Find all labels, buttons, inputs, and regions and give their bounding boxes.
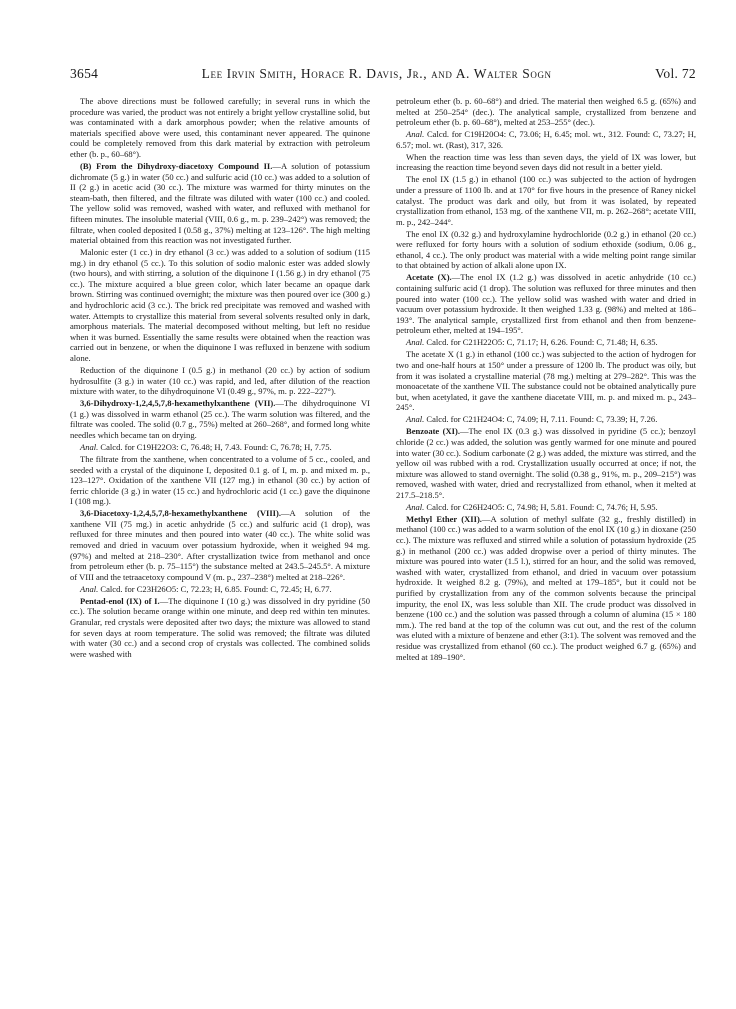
paragraph [70, 398, 370, 440]
anal-label: Anal. [406, 129, 425, 140]
analysis-text: Calcd. for C26H24O5: C, 74.98; H, 5.81. Found: C, 74.76; H, 5.95. [426, 501, 658, 512]
anal-label: Anal. [406, 337, 425, 348]
section-heading: (B) From the Dihydroxy-diacetoxy Compound II. [80, 160, 273, 171]
anal-label: Anal. [406, 501, 425, 512]
right-column [396, 96, 696, 664]
paragraph [396, 426, 696, 500]
section-heading: 3,6-Diacetoxy-1,2,4,5,7,8-hexamethylxanthene (VIII). [80, 508, 281, 519]
analysis-line [396, 502, 696, 513]
paragraph-text: —The enol IX (0.3 g.) was dissolved in pyridine (5 cc.); benzoyl chloride (2 cc.) was added, the solution was gently warmed for one minute and poured into water (30 cc.). Sodium carbonate (2 g.) was added, the mixture was stirred, and the yellow oil was rubbed with a rod. Crystallization usually occurred at once; if not, the mixture was allowed to stand overnight. The solid (0.38 g., 91%, m. p., 209–215°) was removed, washed with water, dried and recrystallized from ethanol, when it melted at 217.5–218.5°. [396, 426, 696, 500]
paragraph [70, 596, 370, 660]
analysis-line [70, 442, 370, 453]
section-heading: Pentad-enol (IX) of I. [80, 595, 160, 606]
page-number: 3654 [70, 66, 99, 81]
paragraph [70, 161, 370, 246]
paragraph [396, 514, 696, 662]
paragraph: When the reaction time was less than seven days, the yield of IX was lower, but increasing the reaction time beyond seven days did not result in a better yield. [396, 151, 696, 173]
left-column [70, 96, 370, 664]
analysis-line [396, 337, 696, 348]
section-heading: Benzoate (XI). [406, 426, 460, 437]
paragraph-text: —A solution of the xanthene VII (75 mg.) in acetic anhydride (5 cc.) and sulfuric acid (1 drop), was refluxed for three minutes and then poured into water (40 cc.). The white solid was removed and dried in vacuum over potassium hydroxide, when it weighed 94 mg. (97%) and melted at 218–230°. After crystallization twice from methanol and once from petroleum ether (b. p. 75–115°) the substance melted at 243.5–245.5°. A mixture of VIII and the tetraacetoxy compound V (m. p., 237–238°) melted at 218–226°. [70, 508, 370, 582]
paragraph [396, 272, 696, 336]
anal-label: Anal. [406, 414, 425, 425]
paragraph-text: —A solution of methyl sulfate (32 g., freshly distilled) in methanol (100 cc.) was added to a warm solution of the enol IX (10 g.) in dioxane (250 cc.). The mixture was refluxed and stirred while a solution of potassium hydroxide (25 g.) in methanol (200 cc.) was added dropwise over a period of thirty minutes. The mixture was poured into water (1.5 l.), stirred for an hour, and the solid was removed, washed with water, crystallized from ethanol, and dried in vacuum over potassium hydroxide. It weighed 8.2 g. (79%), and melted at 179–185°, but it could not be purified by crystallization from any of the common solvents because the principal impurity, the enol IX, was less soluble than XII. The crude product was dissolved in benzene (100 cc.) and the solution was passed through a column of alumina (15 × 180 mm.). The red band at the top of the column was cut out, and the rest of the column was eluted with a mixture of benzene and ether (3:1). The solvent was removed and the residue was crystallized from ethanol (60 cc.). The product weighed 6.7 g. (65%) and melted at 189–190°. [396, 513, 696, 662]
paragraph: The enol IX (1.5 g.) in ethanol (100 cc.) was subjected to the action of hydrogen under a pressure of 1100 lb. and at 170° for five hours in the presence of Raney nickel catalyst. The product was dark and oily, but from it was isolated, by repeated crystallization from ethanol, 153 mg. of the xanthene VII, m. p. 262–268°; acetate VIII, m. p., 242–244°. [396, 174, 696, 227]
paragraph [70, 508, 370, 582]
analysis-line [396, 414, 696, 425]
analysis-line [70, 584, 370, 595]
analysis-text: Calcd. for C21H24O4: C, 74.09; H, 7.11. Found: C, 73.39; H, 7.26. [426, 414, 658, 425]
analysis-line [396, 129, 696, 150]
anal-label: Anal. [80, 583, 99, 594]
paragraph: The filtrate from the xanthene, when concentrated to a volume of 5 cc., cooled, and seeded with a crystal of the diquinone I, deposited 0.1 g. of I, m. p. and mixed m. p., 123–127°. Oxidation of the xanthene VII (127 mg.) in ethanol (30 cc.) by action of ferric chloride (3 g.) in water (15 cc.) and hydrochloric acid (1 cc.) gave the diquinone I (108 mg.). [70, 453, 370, 507]
volume-label: Vol. 72 [655, 66, 696, 81]
paragraph-text: —The diquinone I (10 g.) was dissolved in dry pyridine (50 cc.). The solution became orange within one minute, and deep red within ten minutes. Granular, red crystals were deposited after two days; the mixture was allowed to stand for seven days at room temperature. The solid was removed; the filtrate was diluted with water (30 cc.) and a second crop of crystals was collected. The combined solids were washed with [70, 595, 370, 659]
paragraph: Reduction of the diquinone I (0.5 g.) in methanol (20 cc.) by action of sodium hydrosulfite (3 g.) in water (10 cc.) was rapid, and led, after dilution of the reaction mixture with water, to the dihydroquinone VI (0.49 g., 97%, m. p. 222–227°). [70, 365, 370, 397]
two-column-body [70, 96, 696, 664]
paragraph: Malonic ester (1 cc.) in dry ethanol (3 cc.) was added to a solution of sodium (115 mg.) in dry ethanol (5 cc.). To this solution of sodio malonic ester was added slowly (two hours), and with stirring, a solution of the diquinone I (1.56 g.) in dry ethanol (75 cc.). The mixture acquired a blue green color, which later became an opaque dark brown. Stirring was continued overnight; the mixture was then poured over ice (300 g.) and hydrochloric acid (3 cc.). The brick red precipitate was removed and washed with water. Attempts to crystallize this material from several solvents resulted only in dark, amorphous materials. The material decomposed without melting, but left no residue when it was burned. Essentially the same results were obtained when the reaction was carried out in benzene, or when the diquinone I was refluxed in benzene with sodium alone. [70, 247, 370, 364]
analysis-text: Calcd. for C19H22O3: C, 76.48; H, 7.43. Found: C, 76.78; H, 7.75. [100, 441, 332, 452]
section-heading: Methyl Ether (XII). [406, 513, 482, 524]
analysis-text: Calcd. for C23H26O5: C, 72.23; H, 6.85. Found: C, 72.45; H, 6.77. [100, 583, 332, 594]
section-heading: Acetate (X). [406, 272, 452, 283]
analysis-text: Calcd. for C19H20O4: C, 73.06; H, 6.45; mol. wt., 312. Found: C, 73.27; H, 6.57; mol. wt. (Rast), 317, 326. [396, 129, 696, 150]
paragraph: The enol IX (0.32 g.) and hydroxylamine hydrochloride (0.2 g.) in ethanol (20 cc.) were refluxed for forty hours with a solution of sodium ethoxide (sodium, 0.06 g., ethanol, 4 cc.). The only product was material with a wide melting point range similar to that obtained by action of alkali alone upon IX. [396, 228, 696, 271]
paragraph: petroleum ether (b. p. 60–68°) and dried. The material then weighed 6.5 g. (65%) and melted at 250–254° (dec.). The analytical sample, crystallized from benzene and petroleum ether (b. p. 60–68°), melted at 253–255° (dec.). [396, 96, 696, 128]
anal-label: Anal. [80, 441, 99, 452]
paragraph: The acetate X (1 g.) in ethanol (100 cc.) was subjected to the action of hydrogen for two and one-half hours at 150° under a pressure of 1200 lb. The product was oily, but from it was isolated a crystalline material (78 mg.) melting at 279–282°. This was the monoacetate of the xanthene VII. The substance could not be obtained analytically pure but, when acetylated, it gave the xanthene diacetate VIII, m. p. and mixed m. p., 243–245°. [396, 349, 696, 413]
paragraph-text: —The dihydroquinone VI (1 g.) was dissolved in warm ethanol (25 cc.). The warm solution was filtered, and the filtrate was cooled. The solid (0.7 g., 75%) melted at 260–268°, and formed long white needles which became tan on drying. [70, 398, 370, 440]
paragraph: The above directions must be followed carefully; in several runs in which the procedure was varied, the product was not entirely a bright yellow crystalline solid, but was contaminated with a dark amorphous powder; when the relative amounts of materials specified above were used, this contaminant never appeared. The quinone could be completely removed from this dark material by extraction with petroleum ether (b. p., 60–68°). [70, 96, 370, 159]
section-heading: 3,6-Dihydroxy-1,2,4,5,7,8-hexamethylxanthene (VII). [80, 398, 276, 409]
paragraph-text: —The enol IX (1.2 g.) was dissolved in acetic anhydride (10 cc.) containing sulfuric acid (1 drop). The solution was refluxed for three minutes and then poured into water (100 cc.). The yellow solid was washed with water and dried in vacuum over potassium hydroxide. It then weighed 1.33 g. (98%) and melted at 186–193°. The analytical sample, crystallized first from ethanol and then from benzene-petroleum ether, melted at 194–195°. [396, 272, 696, 336]
paragraph-text: —A solution of potassium dichromate (5 g.) in water (50 cc.) and sulfuric acid (10 cc.) was added to a solution of II (2 g.) in acetic acid (30 cc.). The mixture was warmed for thirty minutes on the steam-bath, then filtered, and the filtrate was diluted with water (100 cc.) and cooled. The yellow solid was removed, washed with water, and refluxed with methanol for fifteen minutes. The insoluble material (VIII, 0.6 g., m. p. 239–242°) was removed; the filtrate, when cooled deposited I (0.58 g., 37%) melting at 123–126°. The high melting material obtained from this reaction was not investigated further. [70, 160, 371, 246]
author-line: Lee Irvin Smith, Horace R. Davis, Jr., and A. Walter Sogn [201, 66, 552, 81]
analysis-text: Calcd. for C21H22O5: C, 71.17; H, 6.26. Found: C, 71.48; H, 6.35. [426, 337, 658, 348]
page-header [70, 66, 696, 82]
